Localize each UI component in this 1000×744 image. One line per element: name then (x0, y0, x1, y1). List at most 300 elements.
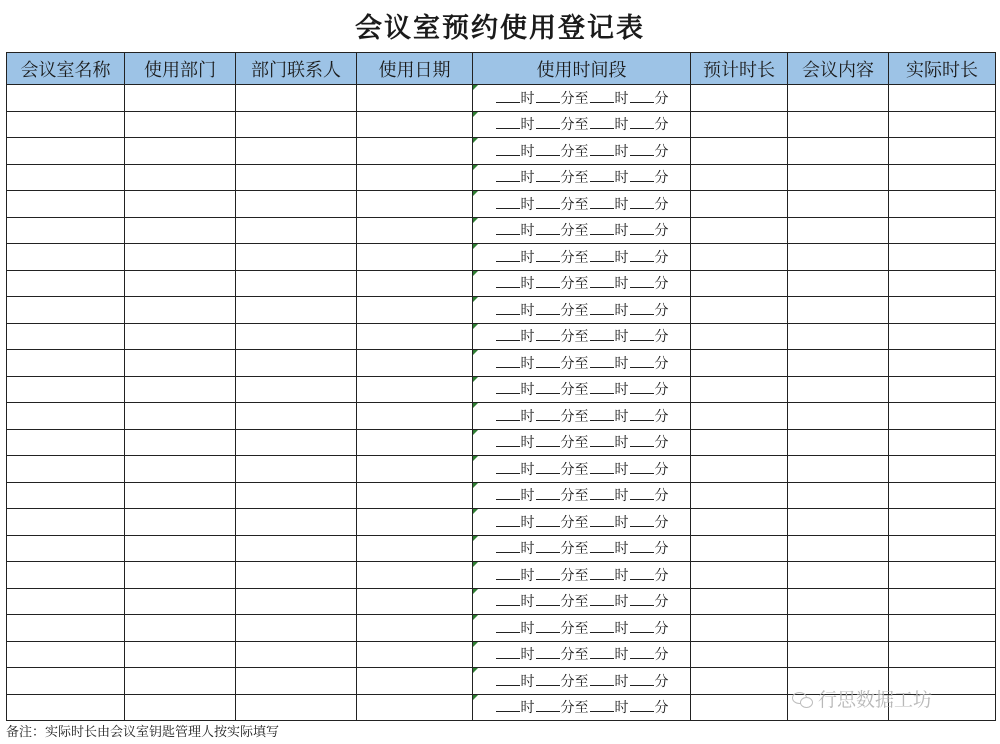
department-cell[interactable] (125, 562, 236, 589)
fill-in-blank[interactable] (496, 407, 520, 421)
fill-in-blank[interactable] (536, 142, 560, 156)
fill-in-blank[interactable] (590, 645, 614, 659)
contact-cell[interactable] (236, 270, 357, 297)
meeting-content-cell[interactable] (788, 244, 889, 271)
fill-in-blank[interactable] (536, 380, 560, 394)
table-row (7, 217, 996, 244)
fill-in-blank[interactable] (536, 168, 560, 182)
fill-in-blank[interactable] (496, 354, 520, 368)
contact-cell[interactable] (236, 111, 357, 138)
estimated-duration-cell[interactable] (691, 164, 788, 191)
fill-in-blank[interactable] (496, 645, 520, 659)
department-cell[interactable] (125, 270, 236, 297)
time-slot-cell[interactable] (473, 588, 691, 615)
fill-in-blank[interactable] (496, 115, 520, 129)
fill-in-blank[interactable] (496, 566, 520, 580)
actual-duration-cell[interactable] (889, 164, 996, 191)
meeting-content-cell[interactable] (788, 615, 889, 642)
fill-in-blank[interactable] (536, 115, 560, 129)
estimated-duration-cell[interactable] (691, 429, 788, 456)
date-cell[interactable] (357, 270, 473, 297)
contact-cell[interactable] (236, 376, 357, 403)
table-row (7, 403, 996, 430)
estimated-duration-cell[interactable] (691, 297, 788, 324)
date-cell[interactable] (357, 323, 473, 350)
department-cell[interactable] (125, 323, 236, 350)
time-unit-label: 时 (520, 90, 535, 107)
date-cell[interactable] (357, 509, 473, 536)
fill-in-blank[interactable] (536, 539, 560, 553)
time-unit-label: 分 (654, 488, 669, 505)
estimated-duration-cell[interactable] (691, 111, 788, 138)
actual-duration-cell[interactable] (889, 456, 996, 483)
department-cell[interactable] (125, 191, 236, 218)
fill-in-blank[interactable] (630, 380, 654, 394)
contact-cell[interactable] (236, 297, 357, 324)
time-slot-cell[interactable] (473, 85, 691, 112)
fill-in-blank[interactable] (536, 301, 560, 315)
time-slot-cell[interactable] (473, 535, 691, 562)
meeting-content-cell[interactable] (788, 588, 889, 615)
fill-in-blank[interactable] (536, 698, 560, 712)
fill-in-blank[interactable] (496, 539, 520, 553)
fill-in-blank[interactable] (590, 433, 614, 447)
actual-duration-cell[interactable] (889, 509, 996, 536)
contact-cell[interactable] (236, 615, 357, 642)
fill-in-blank[interactable] (630, 645, 654, 659)
time-slot-cell[interactable] (473, 164, 691, 191)
room-name-cell[interactable] (7, 668, 125, 695)
room-name-cell[interactable] (7, 456, 125, 483)
department-cell[interactable] (125, 376, 236, 403)
actual-duration-cell[interactable] (889, 297, 996, 324)
fill-in-blank[interactable] (590, 354, 614, 368)
fill-in-blank[interactable] (590, 89, 614, 103)
room-name-cell[interactable] (7, 562, 125, 589)
estimated-duration-cell[interactable] (691, 191, 788, 218)
time-slot-cell[interactable] (473, 403, 691, 430)
time-slot-cell[interactable] (473, 376, 691, 403)
fill-in-blank[interactable] (496, 327, 520, 341)
fill-in-blank[interactable] (590, 486, 614, 500)
meeting-content-cell[interactable] (788, 376, 889, 403)
fill-in-blank[interactable] (590, 539, 614, 553)
date-cell[interactable] (357, 535, 473, 562)
fill-in-blank[interactable] (630, 221, 654, 235)
contact-cell[interactable] (236, 217, 357, 244)
time-slot-cell[interactable] (473, 694, 691, 721)
fill-in-blank[interactable] (496, 592, 520, 606)
department-cell[interactable] (125, 111, 236, 138)
fill-in-blank[interactable] (536, 248, 560, 262)
contact-cell[interactable] (236, 323, 357, 350)
room-name-cell[interactable] (7, 217, 125, 244)
fill-in-blank[interactable] (536, 645, 560, 659)
contact-cell[interactable] (236, 164, 357, 191)
contact-cell[interactable] (236, 535, 357, 562)
column-header-meeting-content: 会议内容 (788, 53, 889, 85)
fill-in-blank[interactable] (630, 354, 654, 368)
department-cell[interactable] (125, 244, 236, 271)
fill-in-blank[interactable] (536, 274, 560, 288)
estimated-duration-cell[interactable] (691, 535, 788, 562)
room-name-cell[interactable] (7, 588, 125, 615)
time-slot-cell[interactable] (473, 138, 691, 165)
time-unit-label: 时 (520, 408, 535, 425)
fill-in-blank[interactable] (496, 221, 520, 235)
fill-in-blank[interactable] (496, 460, 520, 474)
fill-in-blank[interactable] (496, 301, 520, 315)
department-cell[interactable] (125, 456, 236, 483)
fill-in-blank[interactable] (496, 672, 520, 686)
meeting-content-cell[interactable] (788, 297, 889, 324)
date-cell[interactable] (357, 429, 473, 456)
actual-duration-cell[interactable] (889, 535, 996, 562)
fill-in-blank[interactable] (590, 407, 614, 421)
time-unit-label: 至 (574, 647, 589, 664)
date-cell[interactable] (357, 668, 473, 695)
meeting-content-cell[interactable] (788, 429, 889, 456)
actual-duration-cell[interactable] (889, 482, 996, 509)
date-cell[interactable] (357, 111, 473, 138)
fill-in-blank[interactable] (496, 486, 520, 500)
footnote: 备注：实际时长由会议室钥匙管理人按实际填写 (6, 725, 280, 740)
fill-in-blank[interactable] (630, 433, 654, 447)
actual-duration-cell[interactable] (889, 191, 996, 218)
contact-cell[interactable] (236, 509, 357, 536)
room-name-cell[interactable] (7, 138, 125, 165)
meeting-content-cell[interactable] (788, 191, 889, 218)
time-unit-label: 时 (614, 382, 629, 399)
fill-in-blank[interactable] (630, 89, 654, 103)
estimated-duration-cell[interactable] (691, 138, 788, 165)
time-unit-label: 时 (520, 594, 535, 611)
estimated-duration-cell[interactable] (691, 323, 788, 350)
meeting-content-cell[interactable] (788, 164, 889, 191)
department-cell[interactable] (125, 509, 236, 536)
contact-cell[interactable] (236, 138, 357, 165)
time-slot-cell[interactable] (473, 429, 691, 456)
contact-cell[interactable] (236, 85, 357, 112)
contact-cell[interactable] (236, 641, 357, 668)
fill-in-blank[interactable] (630, 407, 654, 421)
estimated-duration-cell[interactable] (691, 668, 788, 695)
actual-duration-cell[interactable] (889, 217, 996, 244)
actual-duration-cell[interactable] (889, 588, 996, 615)
date-cell[interactable] (357, 456, 473, 483)
fill-in-blank[interactable] (496, 195, 520, 209)
time-slot-cell[interactable] (473, 270, 691, 297)
room-name-cell[interactable] (7, 376, 125, 403)
date-cell[interactable] (357, 164, 473, 191)
fill-in-blank[interactable] (536, 486, 560, 500)
room-name-cell[interactable] (7, 535, 125, 562)
actual-duration-cell[interactable] (889, 350, 996, 377)
fill-in-blank[interactable] (590, 380, 614, 394)
actual-duration-cell[interactable] (889, 429, 996, 456)
room-name-cell[interactable] (7, 615, 125, 642)
fill-in-blank[interactable] (496, 142, 520, 156)
fill-in-blank[interactable] (536, 221, 560, 235)
time-slot-cell[interactable] (473, 323, 691, 350)
time-unit-label: 时 (614, 647, 629, 664)
department-cell[interactable] (125, 429, 236, 456)
actual-duration-cell[interactable] (889, 615, 996, 642)
estimated-duration-cell[interactable] (691, 403, 788, 430)
fill-in-blank[interactable] (496, 89, 520, 103)
estimated-duration-cell[interactable] (691, 270, 788, 297)
actual-duration-cell[interactable] (889, 641, 996, 668)
fill-in-blank[interactable] (630, 698, 654, 712)
date-cell[interactable] (357, 85, 473, 112)
contact-cell[interactable] (236, 482, 357, 509)
estimated-duration-cell[interactable] (691, 456, 788, 483)
time-slot-cell[interactable] (473, 641, 691, 668)
fill-in-blank[interactable] (496, 380, 520, 394)
estimated-duration-cell[interactable] (691, 641, 788, 668)
fill-in-blank[interactable] (630, 327, 654, 341)
department-cell[interactable] (125, 668, 236, 695)
time-unit-label: 至 (574, 302, 589, 319)
estimated-duration-cell[interactable] (691, 350, 788, 377)
department-cell[interactable] (125, 138, 236, 165)
time-slot-cell[interactable] (473, 297, 691, 324)
fill-in-blank[interactable] (590, 142, 614, 156)
date-cell[interactable] (357, 615, 473, 642)
time-slot-cell[interactable] (473, 191, 691, 218)
estimated-duration-cell[interactable] (691, 244, 788, 271)
room-name-cell[interactable] (7, 482, 125, 509)
fill-in-blank[interactable] (630, 539, 654, 553)
meeting-content-cell[interactable] (788, 562, 889, 589)
estimated-duration-cell[interactable] (691, 588, 788, 615)
time-unit-label: 分 (654, 276, 669, 293)
meeting-content-cell[interactable] (788, 270, 889, 297)
time-slot-cell[interactable] (473, 482, 691, 509)
department-cell[interactable] (125, 164, 236, 191)
fill-in-blank[interactable] (630, 592, 654, 606)
department-cell[interactable] (125, 217, 236, 244)
time-slot-cell[interactable] (473, 217, 691, 244)
fill-in-blank[interactable] (536, 195, 560, 209)
time-unit-label: 至 (574, 435, 589, 452)
time-slot-cell[interactable] (473, 456, 691, 483)
contact-cell[interactable] (236, 191, 357, 218)
actual-duration-cell[interactable] (889, 376, 996, 403)
department-cell[interactable] (125, 588, 236, 615)
fill-in-blank[interactable] (536, 89, 560, 103)
room-name-cell[interactable] (7, 244, 125, 271)
fill-in-blank[interactable] (590, 513, 614, 527)
fill-in-blank[interactable] (496, 698, 520, 712)
fill-in-blank[interactable] (536, 327, 560, 341)
time-unit-label: 时 (614, 170, 629, 187)
fill-in-blank[interactable] (496, 513, 520, 527)
time-slot-cell[interactable] (473, 111, 691, 138)
meeting-content-cell[interactable] (788, 535, 889, 562)
contact-cell[interactable] (236, 588, 357, 615)
date-cell[interactable] (357, 217, 473, 244)
fill-in-blank[interactable] (496, 248, 520, 262)
estimated-duration-cell[interactable] (691, 85, 788, 112)
fill-in-blank[interactable] (630, 301, 654, 315)
fill-in-blank[interactable] (630, 486, 654, 500)
fill-in-blank[interactable] (590, 460, 614, 474)
contact-cell[interactable] (236, 244, 357, 271)
actual-duration-cell[interactable] (889, 111, 996, 138)
fill-in-blank[interactable] (496, 168, 520, 182)
fill-in-blank[interactable] (630, 566, 654, 580)
date-cell[interactable] (357, 376, 473, 403)
fill-in-blank[interactable] (496, 433, 520, 447)
time-slot-cell[interactable] (473, 668, 691, 695)
department-cell[interactable] (125, 482, 236, 509)
actual-duration-cell[interactable] (889, 323, 996, 350)
fill-in-blank[interactable] (590, 301, 614, 315)
date-cell[interactable] (357, 588, 473, 615)
fill-in-blank[interactable] (590, 115, 614, 129)
actual-duration-cell[interactable] (889, 403, 996, 430)
room-name-cell[interactable] (7, 191, 125, 218)
meeting-content-cell[interactable] (788, 482, 889, 509)
meeting-content-cell[interactable] (788, 138, 889, 165)
fill-in-blank[interactable] (630, 460, 654, 474)
department-cell[interactable] (125, 694, 236, 721)
fill-in-blank[interactable] (590, 592, 614, 606)
fill-in-blank[interactable] (536, 619, 560, 633)
fill-in-blank[interactable] (630, 248, 654, 262)
fill-in-blank[interactable] (536, 672, 560, 686)
fill-in-blank[interactable] (630, 195, 654, 209)
fill-in-blank[interactable] (630, 115, 654, 129)
room-name-cell[interactable] (7, 694, 125, 721)
fill-in-blank[interactable] (590, 248, 614, 262)
fill-in-blank[interactable] (590, 698, 614, 712)
meeting-content-cell[interactable] (788, 456, 889, 483)
meeting-content-cell[interactable] (788, 323, 889, 350)
contact-cell[interactable] (236, 429, 357, 456)
estimated-duration-cell[interactable] (691, 694, 788, 721)
contact-cell[interactable] (236, 456, 357, 483)
department-cell[interactable] (125, 350, 236, 377)
actual-duration-cell[interactable] (889, 138, 996, 165)
meeting-content-cell[interactable] (788, 509, 889, 536)
fill-in-blank[interactable] (590, 274, 614, 288)
room-name-cell[interactable] (7, 85, 125, 112)
actual-duration-cell[interactable] (889, 85, 996, 112)
time-slot-cell[interactable] (473, 244, 691, 271)
room-name-cell[interactable] (7, 509, 125, 536)
date-cell[interactable] (357, 191, 473, 218)
room-name-cell[interactable] (7, 641, 125, 668)
room-name-cell[interactable] (7, 403, 125, 430)
room-name-cell[interactable] (7, 429, 125, 456)
date-cell[interactable] (357, 244, 473, 271)
actual-duration-cell[interactable] (889, 562, 996, 589)
fill-in-blank[interactable] (536, 592, 560, 606)
department-cell[interactable] (125, 615, 236, 642)
meeting-content-cell[interactable] (788, 350, 889, 377)
date-cell[interactable] (357, 297, 473, 324)
department-cell[interactable] (125, 403, 236, 430)
department-cell[interactable] (125, 535, 236, 562)
meeting-content-cell[interactable] (788, 217, 889, 244)
contact-cell[interactable] (236, 403, 357, 430)
estimated-duration-cell[interactable] (691, 615, 788, 642)
meeting-content-cell[interactable] (788, 403, 889, 430)
fill-in-blank[interactable] (536, 354, 560, 368)
contact-cell[interactable] (236, 562, 357, 589)
fill-in-blank[interactable] (590, 566, 614, 580)
time-unit-label: 时 (520, 488, 535, 505)
room-name-cell[interactable] (7, 164, 125, 191)
fill-in-blank[interactable] (630, 513, 654, 527)
date-cell[interactable] (357, 694, 473, 721)
meeting-content-cell[interactable] (788, 85, 889, 112)
department-cell[interactable] (125, 641, 236, 668)
time-slot-cell[interactable] (473, 562, 691, 589)
fill-in-blank[interactable] (590, 168, 614, 182)
actual-duration-cell[interactable] (889, 244, 996, 271)
fill-in-blank[interactable] (590, 327, 614, 341)
fill-in-blank[interactable] (590, 221, 614, 235)
fill-in-blank[interactable] (496, 619, 520, 633)
fill-in-blank[interactable] (590, 619, 614, 633)
date-cell[interactable] (357, 350, 473, 377)
meeting-content-cell[interactable] (788, 641, 889, 668)
room-name-cell[interactable] (7, 350, 125, 377)
fill-in-blank[interactable] (536, 433, 560, 447)
date-cell[interactable] (357, 641, 473, 668)
room-name-cell[interactable] (7, 270, 125, 297)
date-cell[interactable] (357, 482, 473, 509)
estimated-duration-cell[interactable] (691, 509, 788, 536)
time-slot-cell[interactable] (473, 615, 691, 642)
fill-in-blank[interactable] (590, 195, 614, 209)
contact-cell[interactable] (236, 668, 357, 695)
estimated-duration-cell[interactable] (691, 482, 788, 509)
fill-in-blank[interactable] (496, 274, 520, 288)
date-cell[interactable] (357, 138, 473, 165)
fill-in-blank[interactable] (536, 460, 560, 474)
room-name-cell[interactable] (7, 111, 125, 138)
meeting-content-cell[interactable] (788, 111, 889, 138)
department-cell[interactable] (125, 297, 236, 324)
room-name-cell[interactable] (7, 297, 125, 324)
time-slot-cell[interactable] (473, 350, 691, 377)
fill-in-blank[interactable] (536, 407, 560, 421)
room-name-cell[interactable] (7, 323, 125, 350)
fill-in-blank[interactable] (536, 513, 560, 527)
contact-cell[interactable] (236, 694, 357, 721)
estimated-duration-cell[interactable] (691, 217, 788, 244)
fill-in-blank[interactable] (630, 672, 654, 686)
fill-in-blank[interactable] (590, 672, 614, 686)
department-cell[interactable] (125, 85, 236, 112)
time-slot-cell[interactable] (473, 509, 691, 536)
fill-in-blank[interactable] (536, 566, 560, 580)
contact-cell[interactable] (236, 350, 357, 377)
actual-duration-cell[interactable] (889, 270, 996, 297)
estimated-duration-cell[interactable] (691, 376, 788, 403)
date-cell[interactable] (357, 403, 473, 430)
fill-in-blank[interactable] (630, 274, 654, 288)
fill-in-blank[interactable] (630, 142, 654, 156)
date-cell[interactable] (357, 562, 473, 589)
fill-in-blank[interactable] (630, 619, 654, 633)
fill-in-blank[interactable] (630, 168, 654, 182)
estimated-duration-cell[interactable] (691, 562, 788, 589)
